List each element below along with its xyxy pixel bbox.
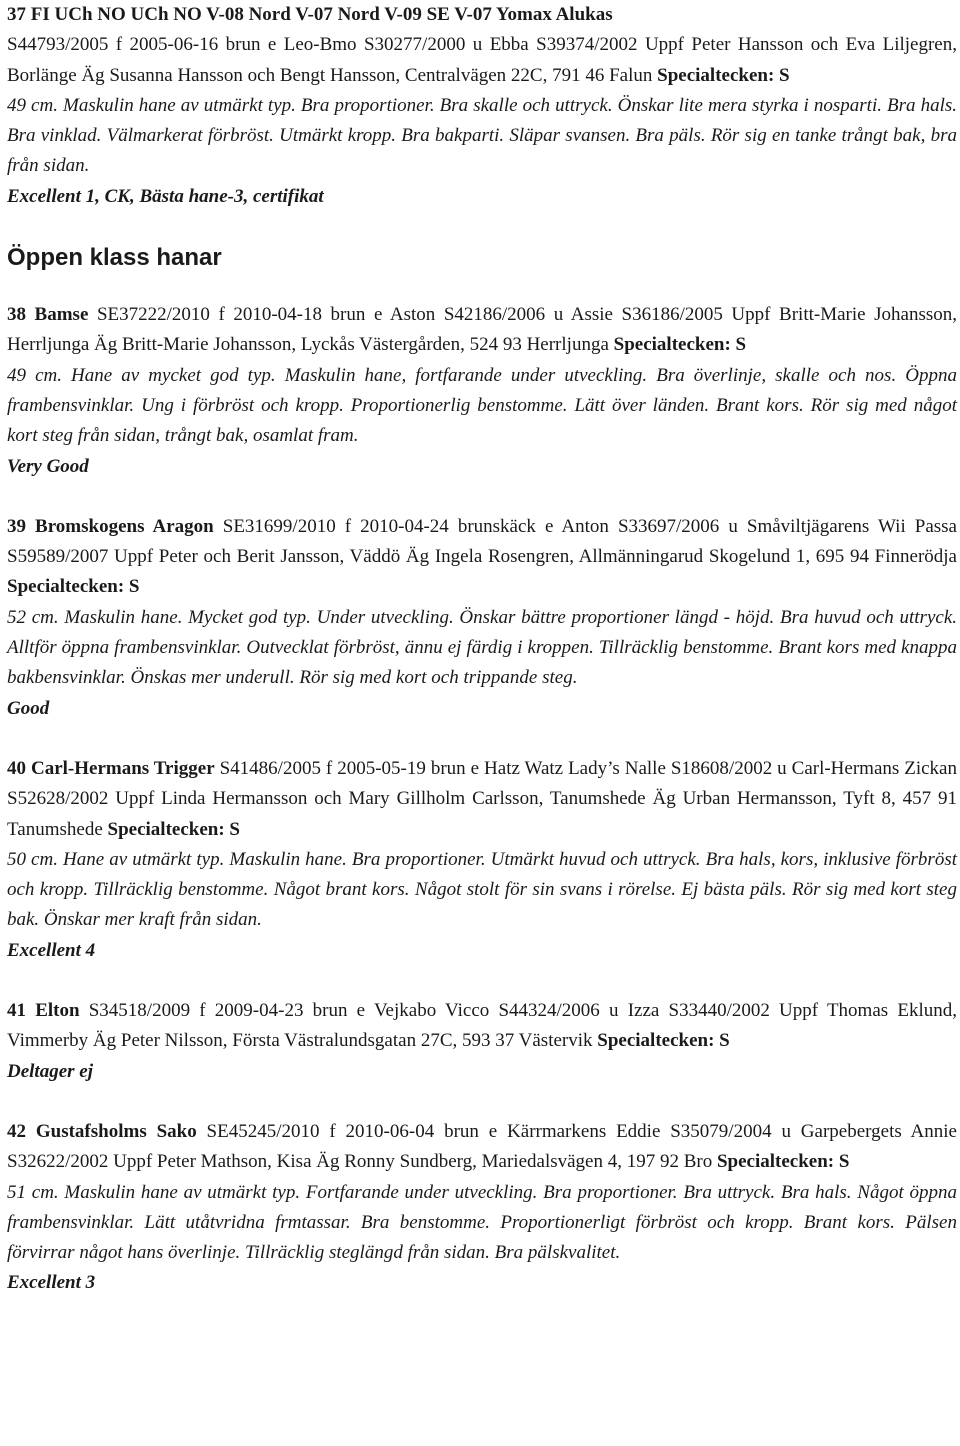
entry-registration: SE37222/2010 f 2010-04-18 brun e Aston S42186/2006 u Assie S36186/2005 Uppf Britt-Marie Johansson, Herrljunga Äg Britt-Marie Johansson, Lyckås Västergården, 524 93 Herrljunga [7,304,957,356]
entry-details [7,1117,957,1178]
entry-registration: S34518/2009 f 2009-04-23 brun e Vejkabo Vicco S44324/2006 u Izza S33440/2002 Uppf Thomas Eklund, Vimmerby Äg Peter Nilsson, Första Västralundsgatan 27C, 593 37 Västervik [7,1000,957,1052]
entry-details [7,300,957,361]
entry-grade: Deltager ej [7,1060,94,1082]
entry-42 [7,1117,957,1299]
entry-critique: 52 cm. Maskulin hane. Mycket god typ. Under utveckling. Önskar bättre proportioner längd - höjd. Bra huvud och uttryck. Alltför öppna frambensvinklar. Outvecklat förbröst, ännu ej färdig i kroppen. Tillräcklig benstomme. Brant kors med knappa bakbensvinklar. Önskas mer underull. Rör sig med kort och trippande steg. [7,606,957,689]
entry-number-name: 41 Elton [7,1000,80,1022]
entry-critique: 49 cm. Hane av mycket god typ. Maskulin hane, fortfarande under utveckling. Bra överlinje, skalle och nos. Öppna frambensvinklar. Ung i förbröst och kropp. Proportionerlig benstomme. Lätt över länden. Brant kors. Rör sig med något kort steg från sidan, trångt bak, osamlat fram. [7,364,957,447]
results-document [7,0,957,1299]
entry-37 [7,0,957,212]
entry-grade: Very Good [7,455,89,477]
entry-number-name: 40 Carl-Hermans Trigger [7,757,215,779]
spacer [7,274,957,300]
section-title: Öppen klass hanar [7,244,222,272]
entry-grade: Excellent 4 [7,939,96,961]
entry-39 [7,512,957,724]
entry-number-name: 39 Bromskogens Aragon [7,515,214,537]
spacer [7,966,957,996]
entry-details [7,30,957,91]
entry-special-mark: Specialtecken: S [657,64,790,86]
entry-registration: S41486/2005 f 2005-05-19 brun e Hatz Watz Lady’s Nalle S18608/2002 u Carl-Hermans Zickan S52628/2002 Uppf Linda Hermansson och Mary Gillholm Carlsson, Tanumshede Äg Urban Hermansson, Tyft 8, 457 91 Tanumshede [7,757,957,840]
entry-details [7,996,957,1057]
entry-special-mark: Specialtecken: S [7,576,140,598]
spacer [7,724,957,754]
entry-grade: Excellent 1, CK, Bästa hane-3, certifikat [7,185,324,207]
spacer [7,482,957,512]
entry-number-name: 42 Gustafsholms Sako [7,1120,197,1142]
spacer [7,1087,957,1117]
entry-heading: 37 FI UCh NO UCh NO V-08 Nord V-07 Nord V-09 SE V-07 Yomax Alukas [7,4,613,25]
entry-registration: S44793/2005 f 2005-06-16 brun e Leo-Bmo S30277/2000 u Ebba S39374/2002 Uppf Peter Hansson och Eva Liljegren, Borlänge Äg Susanna Hansson och Bengt Hansson, Centralvägen 22C, 791 46 Falun [7,34,957,86]
entry-critique: 49 cm. Maskulin hane av utmärkt typ. Bra proportioner. Bra skalle och uttryck. Önskar lite mera styrka i nosparti. Bra hals. Bra vinklad. Välmarkerat förbröst. Utmärkt kropp. Bra bakparti. Släpar svansen. Bra päls. Rör sig en tanke trångt bak, bra från sidan. [7,94,957,177]
entry-details [7,512,957,603]
entry-special-mark: Specialtecken: S [107,818,240,840]
entry-registration: SE31699/2010 f 2010-04-24 brunskäck e Anton S33697/2006 u Småviltjägarens Wii Passa S59589/2007 Uppf Peter och Berit Jansson, Väddö Äg Ingela Rosengren, Allmänningarud Skogelund 1, 695 94 Finnerödja [7,515,957,568]
entry-grade: Excellent 3 [7,1272,96,1294]
spacer [7,212,957,242]
entry-details [7,754,957,845]
entry-critique: 51 cm. Maskulin hane av utmärkt typ. Fortfarande under utveckling. Bra proportioner. Bra uttryck. Bra hals. Något öppna frambensvinklar. Lätt utåtvridna frmtassar. Bra benstomme. Proportionerligt förbröst och kropp. Brant kors. Pälsen förvirrar något hans överlinje. Tillräcklig steglängd från sidan. Bra pälskvalitet. [7,1181,957,1264]
entry-40 [7,754,957,966]
entry-number-name: 38 Bamse [7,304,89,326]
entry-special-mark: Specialtecken: S [597,1030,730,1052]
entry-critique: 50 cm. Hane av utmärkt typ. Maskulin hane. Bra proportioner. Utmärkt huvud och uttryck. Bra hals, kors, inklusive förbröst och kropp. Tillräcklig benstomme. Något brant kors. Något stolt för sin svans i rörelse. Ej bästa päls. Rör sig med kort steg bak. Önskar mer kraft från sidan. [7,848,957,931]
entry-special-mark: Specialtecken: S [613,334,747,356]
entry-41 [7,996,957,1087]
entry-38 [7,300,957,482]
entry-registration: SE45245/2010 f 2010-06-04 brun e Kärrmarkens Eddie S35079/2004 u Garpebergets Annie S32622/2002 Uppf Peter Mathson, Kisa Äg Ronny Sundberg, Mariedalsvägen 4, 197 92 Bro [7,1120,957,1173]
entry-grade: Good [7,697,50,719]
entry-special-mark: Specialtecken: S [716,1151,850,1173]
entry-head [7,0,957,30]
